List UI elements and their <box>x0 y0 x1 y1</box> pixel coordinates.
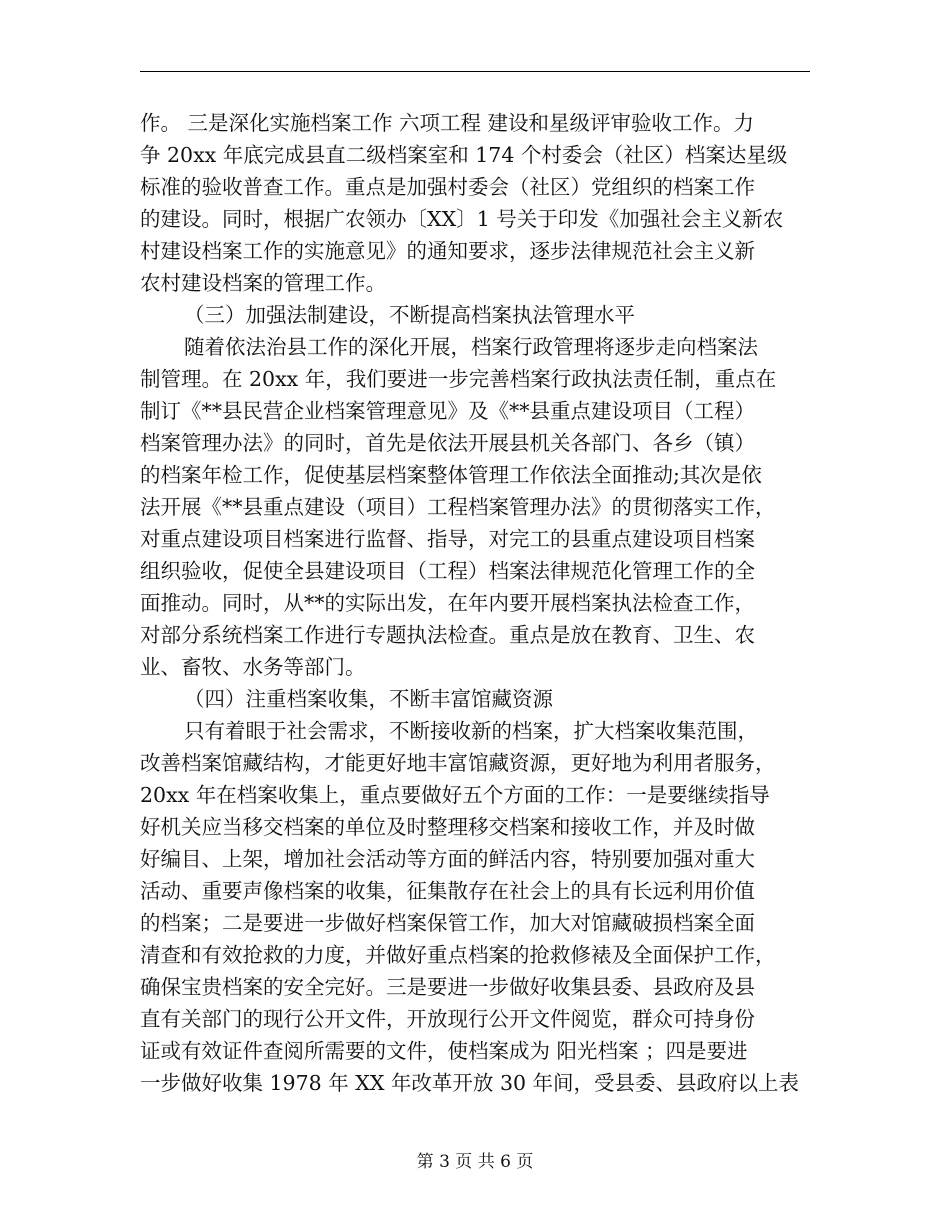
text-line: 组织验收，促使全县建设项目（工程）档案法律规范化管理工作的全 <box>140 559 755 583</box>
section-heading: （四）注重档案收集，不断丰富馆藏资源 <box>184 687 553 711</box>
text-line: 一步做好收集 1978 年 XX 年改革开放 30 年间，受县委、县政府以上表 <box>140 1071 800 1095</box>
text-line: 确保宝贵档案的安全完好。三是要进一步做好收集县委、县政府及县 <box>140 975 755 999</box>
text-line: 对部分系统档案工作进行专题执法检查。重点是放在教育、卫生、农 <box>140 623 755 647</box>
page-number: 第 3 页 共 6 页 <box>416 1152 534 1172</box>
text-line: 的档案年检工作，促使基层档案整体管理工作依法全面推动;其次是依 <box>140 463 762 487</box>
text-line: 制订《**县民营企业档案管理意见》及《**县重点建设项目（工程） <box>140 399 755 423</box>
text-line: 村建设档案工作的实施意见》的通知要求，逐步法律规范社会主义新 <box>140 239 755 263</box>
text-line: 改善档案馆藏结构，才能更好地丰富馆藏资源，更好地为利用者服务， <box>140 751 776 775</box>
text-line: 制管理。在 20xx 年，我们要进一步完善档案行政执法责任制，重点在 <box>140 367 777 391</box>
text-line: 20xx 年在档案收集上，重点要做好五个方面的工作：一是要继续指导 <box>140 783 770 807</box>
paragraph-start: 只有着眼于社会需求，不断接收新的档案，扩大档案收集范围， <box>184 719 758 743</box>
text-line: 农村建设档案的管理工作。 <box>140 271 386 295</box>
text-line: 争 20xx 年底完成县直二级档案室和 174 个村委会（社区）档案达星级 <box>140 143 788 167</box>
text-line: 证或有效证件查阅所需要的文件，使档案成为 阳光档案 ；四是要进 <box>140 1039 748 1063</box>
text-line: 清查和有效抢救的力度，并做好重点档案的抢救修裱及全面保护工作， <box>140 943 776 967</box>
text-line: 的档案；二是要进一步做好档案保管工作，加大对馆藏破损档案全面 <box>140 911 755 935</box>
text-line: 档案管理办法》的同时，首先是依法开展县机关各部门、各乡（镇） <box>140 431 755 455</box>
text-line: 标准的验收普查工作。重点是加强村委会（社区）党组织的档案工作 <box>140 175 755 199</box>
text-line: 作。 三是深化实施档案工作 六项工程 建设和星级评审验收工作。力 <box>140 111 755 135</box>
header-rule <box>140 71 810 72</box>
text-line: 对重点建设项目档案进行监督、指导，对完工的县重点建设项目档案 <box>140 527 755 551</box>
text-line: 面推动。同时，从**的实际出发，在年内要开展档案执法检查工作， <box>140 591 755 615</box>
text-line: 业、畜牧、水务等部门。 <box>140 655 366 679</box>
text-line: 活动、重要声像档案的收集，征集散存在社会上的具有长远利用价值 <box>140 879 755 903</box>
text-line: 好编目、上架，增加社会活动等方面的鲜活内容，特别要加强对重大 <box>140 847 755 871</box>
text-line: 的建设。同时，根据广农领办〔XX〕1 号关于印发《加强社会主义新农 <box>140 207 784 231</box>
text-line: 直有关部门的现行公开文件，开放现行公开文件阅览，群众可持身份 <box>140 1007 755 1031</box>
text-line: 好机关应当移交档案的单位及时整理移交档案和接收工作，并及时做 <box>140 815 755 839</box>
section-heading: （三）加强法制建设，不断提高档案执法管理水平 <box>184 303 635 327</box>
document-body <box>140 107 812 1099</box>
paragraph-start: 随着依法治县工作的深化开展，档案行政管理将逐步走向档案法 <box>184 335 758 359</box>
text-line: 法开展《**县重点建设（项目）工程档案管理办法》的贯彻落实工作， <box>140 495 776 519</box>
